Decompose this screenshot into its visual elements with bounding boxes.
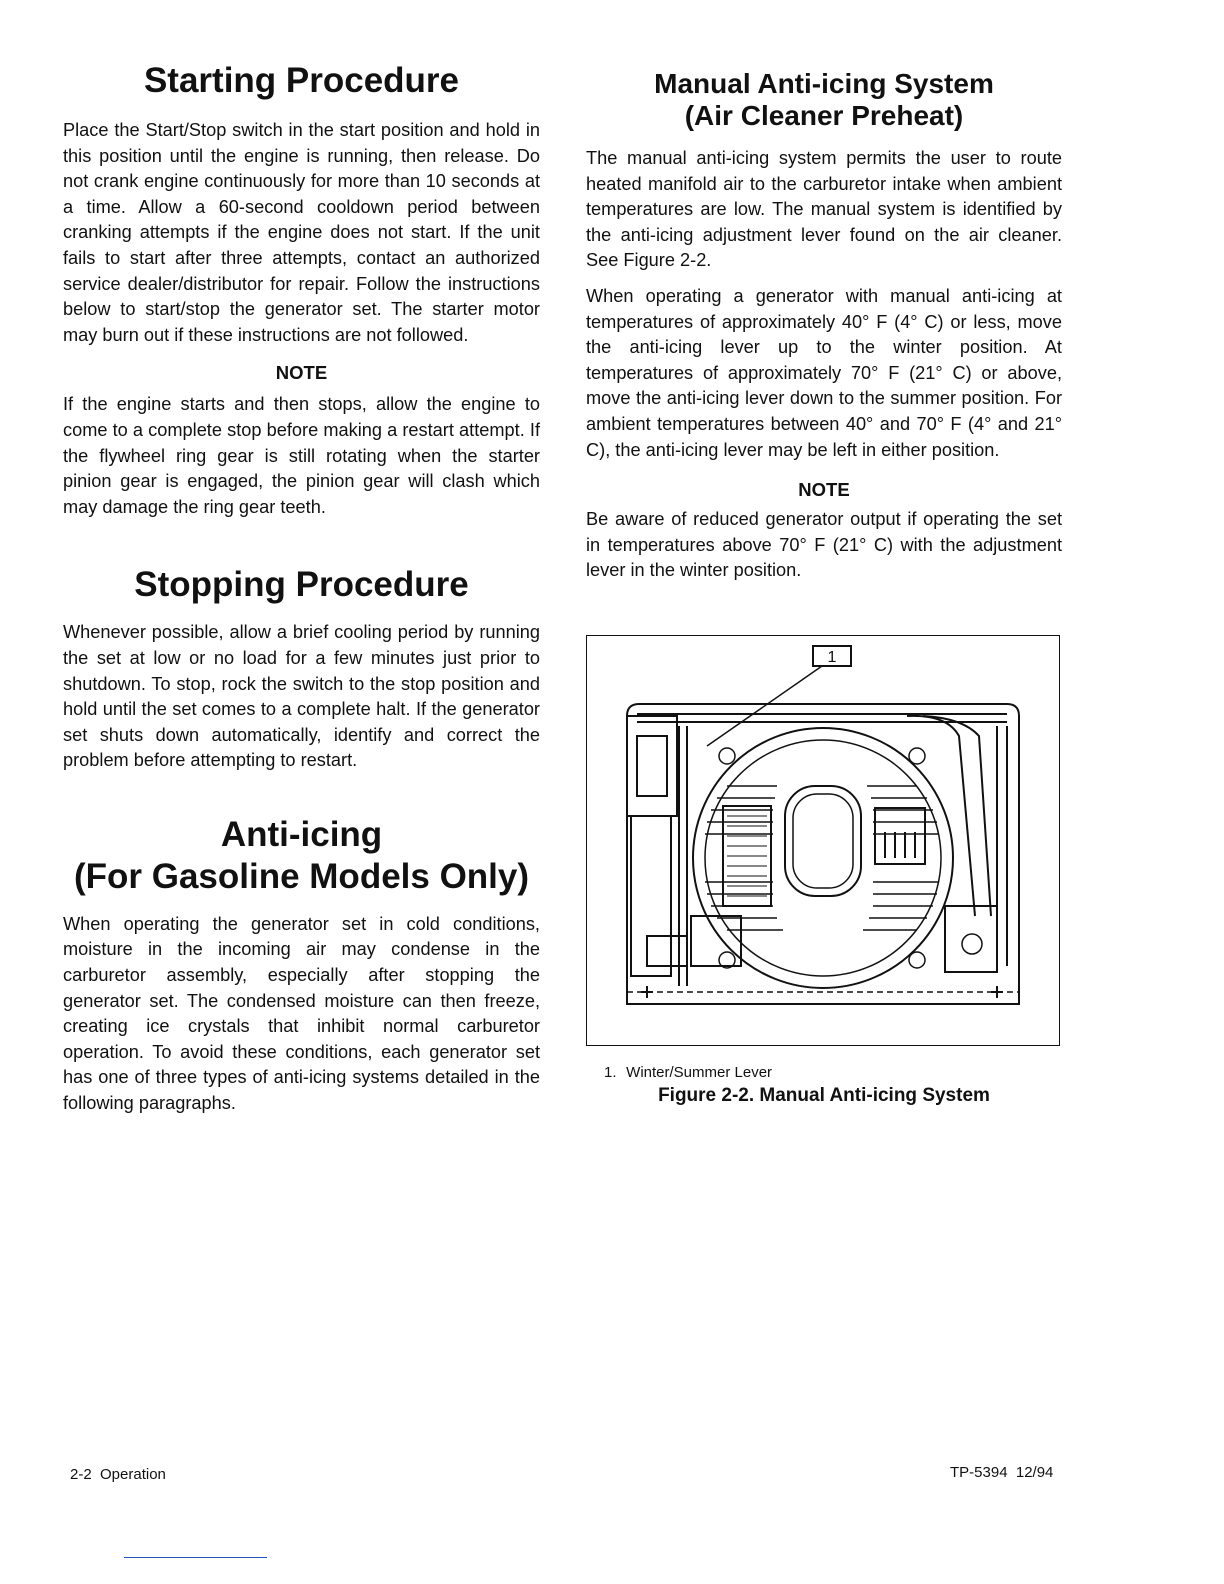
stopping-procedure-heading: Stopping Procedure <box>134 565 469 605</box>
manual-note-body: Be aware of reduced generator output if operating the set in temperatures above 70° F (21° C) with the adjustment lever in the winter position. <box>586 509 1062 581</box>
manual-anti-icing-heading-line1: Manual Anti-icing System <box>654 68 994 99</box>
figure-legend-item <box>604 1064 772 1082</box>
intake-pipe <box>907 716 975 916</box>
generator-line-drawing <box>587 636 1061 1047</box>
legend-item-number: 1. <box>604 1064 617 1081</box>
footer-doc-id: TP-5394 12/94 <box>950 1464 1054 1481</box>
figure-title: Figure 2-2. Manual Anti-icing System <box>658 1085 990 1106</box>
anti-icing-heading-line2: (For Gasoline Models Only) <box>73 856 530 896</box>
figure-2-2 <box>586 635 1060 1046</box>
manual-anti-icing-heading <box>586 68 1062 132</box>
anti-icing-body: When operating the generator set in cold conditions, moisture in the incoming air may condense in the carburetor assembly, especially after stopping the generator set. The condensed moisture can then freeze, creating ice crystals that inhibit normal carburetor operation. To avoid these conditions, each generator set has one of three types of anti-icing systems detailed in the following paragraphs. <box>63 913 540 1114</box>
starting-note-label: NOTE <box>275 362 328 384</box>
footer-page-label: 2-2 Operation <box>70 1466 166 1483</box>
manual-anti-icing-heading-line2: (Air Cleaner Preheat) <box>684 100 964 131</box>
center-opening <box>785 786 861 896</box>
callout-leader-line <box>707 666 822 746</box>
right-column <box>586 68 1062 584</box>
manual-anti-icing-para1: The manual anti-icing system permits the user to route heated manifold air to the carburetor intake when ambient temperatures are low. The manual system is identified by the anti-icing adjustment lever found on the air cleaner. See Figure 2-2. <box>586 148 1062 271</box>
callout-number: 1 <box>827 649 837 666</box>
anti-icing-heading <box>63 814 540 898</box>
manual-anti-icing-para2: When operating a generator with manual anti-icing at temperatures of approximately 40° F (4° C) or less, move the anti-icing lever up to the winter position. At temperatures of approximately 70° F (21° C) or above, move the anti-icing lever down to the summer position. For ambient temperatures between 40° and 70° F (4° and 21° C), the anti-icing lever may be left in either position. <box>586 285 1062 460</box>
bottom-rule-line <box>124 1557 267 1558</box>
stopping-procedure-body: Whenever possible, allow a brief cooling period by running the set at low or no load for a few minutes just prior to shutdown. To stop, rock the switch to the stop position and hold until the set comes to a complete halt. If the generator set shuts down automatically, identify and correct the problem before attempting to restart. <box>63 622 540 771</box>
starting-procedure-body: Place the Start/Stop switch in the start position and hold in this position until the engine is running, then release. Do not crank engine continuously for more than 10 seconds at a time. Allow a 60-second cooldown period between cranking attempts if the engine does not start. If the unit fails to start after three attempts, contact an authorized service dealer/distributor for repair. Follow the instructions below to start/stop the generator set. The starter motor may burn out if these instructions are not followed. <box>63 120 540 345</box>
starting-procedure-heading: Starting Procedure <box>143 61 460 100</box>
starting-note-body: If the engine starts and then stops, allow the engine to come to a complete stop before making a restart attempt. If the flywheel ring gear is still rotating when the starter pinion gear is engaged, the pinion gear will clash which may damage the ring gear teeth. <box>63 394 540 517</box>
anti-icing-heading-line1: Anti-icing <box>220 814 383 854</box>
legend-item-label: Winter/Summer Lever <box>626 1064 773 1081</box>
manual-note-label: NOTE <box>798 479 850 501</box>
left-column <box>63 60 540 1117</box>
